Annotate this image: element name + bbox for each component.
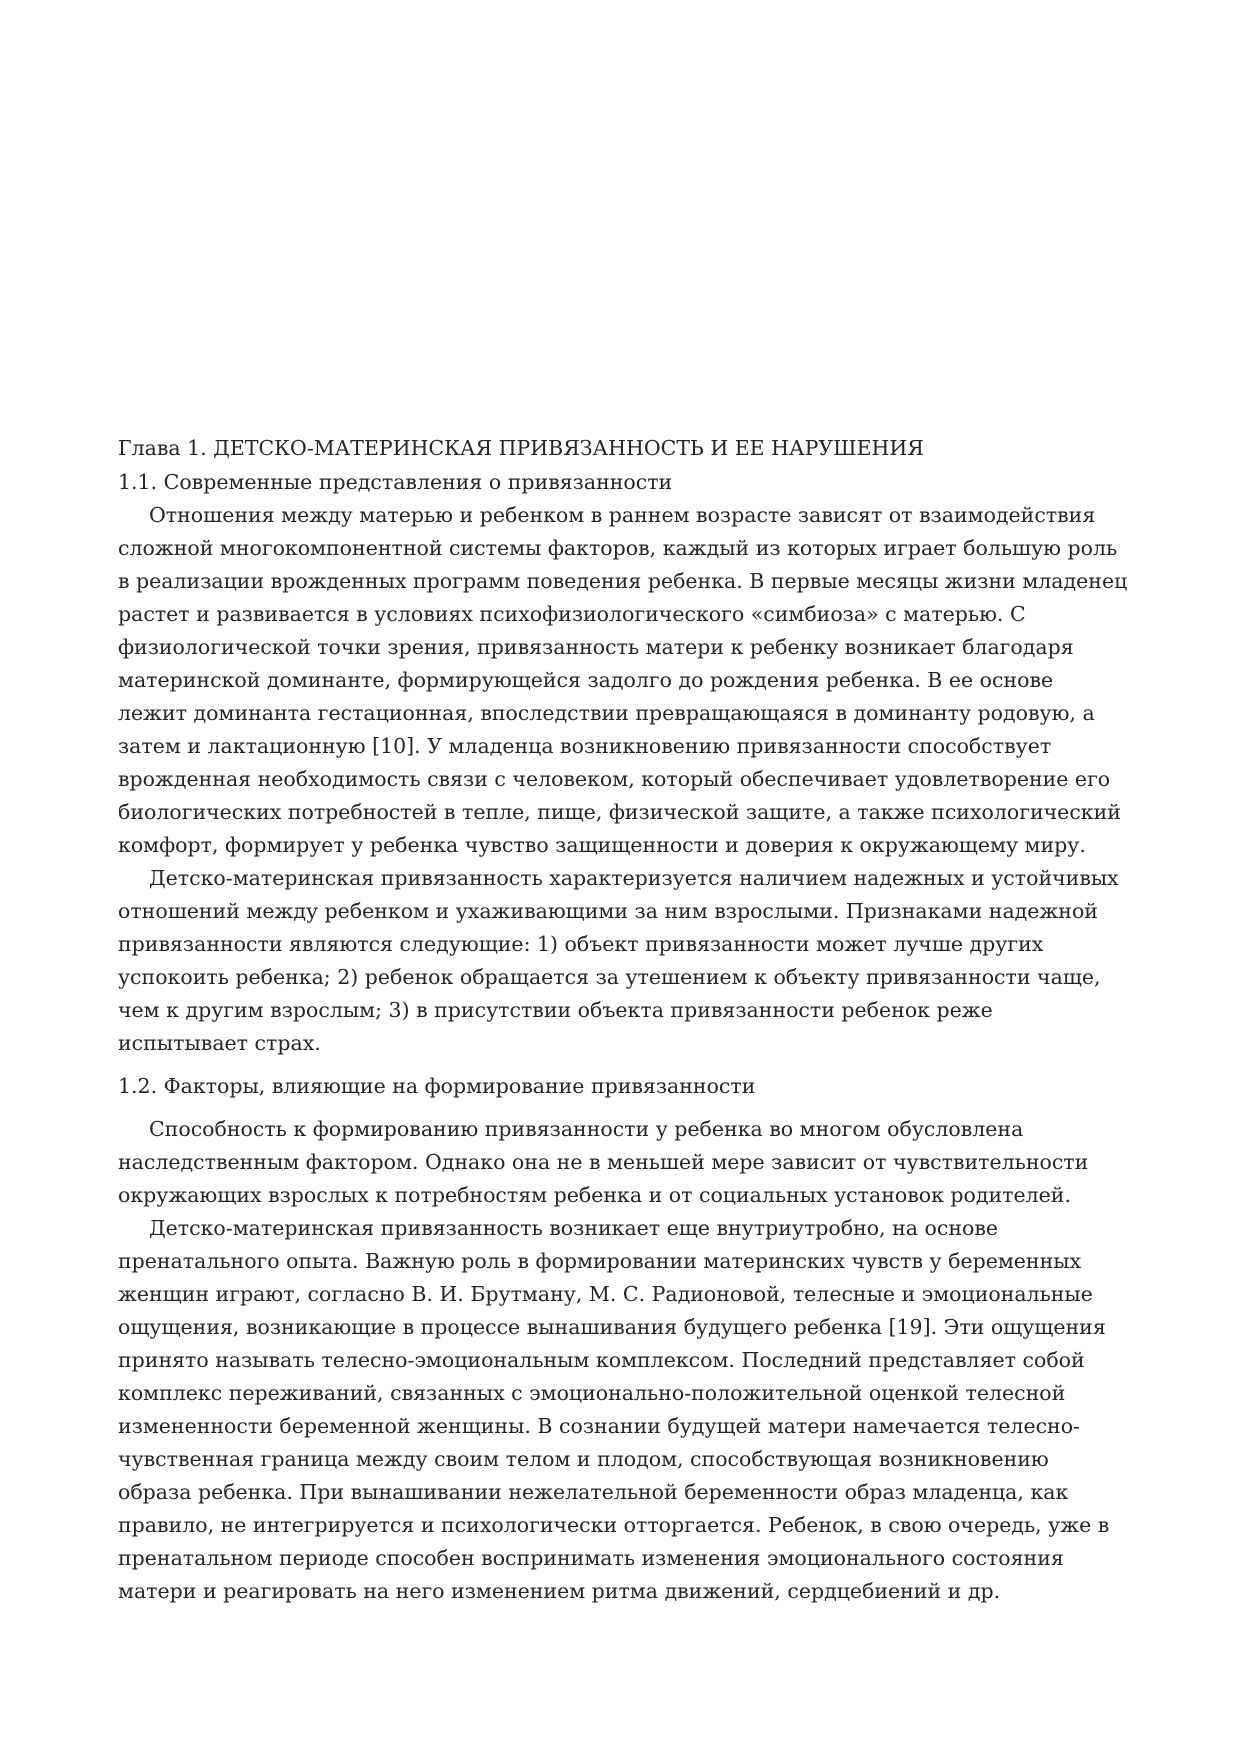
section-title: 1.1. Современные представления о привязанности: [118, 470, 673, 494]
paragraph: Отношения между матерью и ребенком в раннем возрасте зависят от взаимодействия сложной многокомпонентной системы факторов, каждый из которых играет большую роль в реализации врожденных программ поведения ребенка. В первые месяцы жизни младенец растет и развивается в условиях психофизиологического «симбиоза» с матерью. С физиологической точки зрения, привязанность матери к ребенку возникает благодаря материнской доминанте, формирующейся задолго до рождения ребенка. В ее основе лежит доминанта гестационная, впоследствии превращающаяся в доминанту родовую, а затем и лактационную [10]. У младенца возникновению привязанности способствует врожденная необходимость связи с человеком, который обеспечивает удовлетворение его биологических потребностей в тепле, пище, физической защите, а также психологический комфорт, формирует у ребенка чувство защищенности и доверия к окружающему миру.: [118, 503, 1128, 857]
paragraph: Детско-материнская привязанность возникает еще внутриутробно, на основе пренатального опыта. Важную роль в формировании материнских чувств у беременных женщин играют, согласно В. И. Брутману, М. С. Радионовой, телесные и эмоциональные ощущения, возникающие в процессе вынашивания будущего ребенка [19]. Эти ощущения принято называть телесно-эмоциональным комплексом. Последний представляет собой комплекс переживаний, связанных с эмоционально-положительной оценкой телесной измененности беременной женщины. В сознании будущей матери намечается телесно-чувственная граница между своим телом и плодом, способствующая возникновению образа ребенка. При вынашивании нежелательной беременности образ младенца, как правило, не интегрируется и психологически отторгается. Ребенок, в свою очередь, уже в пренатальном периоде способен воспринимать изменения эмоционального состояния матери и реагировать на него изменением ритма движений, сердцебиений и др.: [118, 1216, 1110, 1603]
section-title: 1.2. Факторы, влияющие на формирование привязанности: [118, 1074, 756, 1098]
chapter-title: Глава 1. ДЕТСКО-МАТЕРИНСКАЯ ПРИВЯЗАННОСТЬ И ЕЕ НАРУШЕНИЯ: [118, 436, 924, 460]
paragraph: Способность к формированию привязанности у ребенка во многом обусловлена наследственным фактором. Однако она не в меньшей мере зависит от чувствительности окружающих взрослых к потребностям ребенка и от социальных установок родителей.: [118, 1117, 1089, 1207]
section-1-1: [118, 466, 1128, 1060]
paragraph: Детско-материнская привязанность характеризуется наличием надежных и устойчивых отношений между ребенком и ухаживающими за ним взрослыми. Признаками надежной привязанности являются следующие: 1) объект привязанности может лучше других успокоить ребенка; 2) ребенок обращается за утешением к объекту привязанности чаще, чем к другим взрослым; 3) в присутствии объекта привязанности ребенок реже испытывает страх.: [118, 866, 1119, 1055]
section-1-2: [118, 1070, 1128, 1608]
document-page: [118, 432, 1128, 1608]
